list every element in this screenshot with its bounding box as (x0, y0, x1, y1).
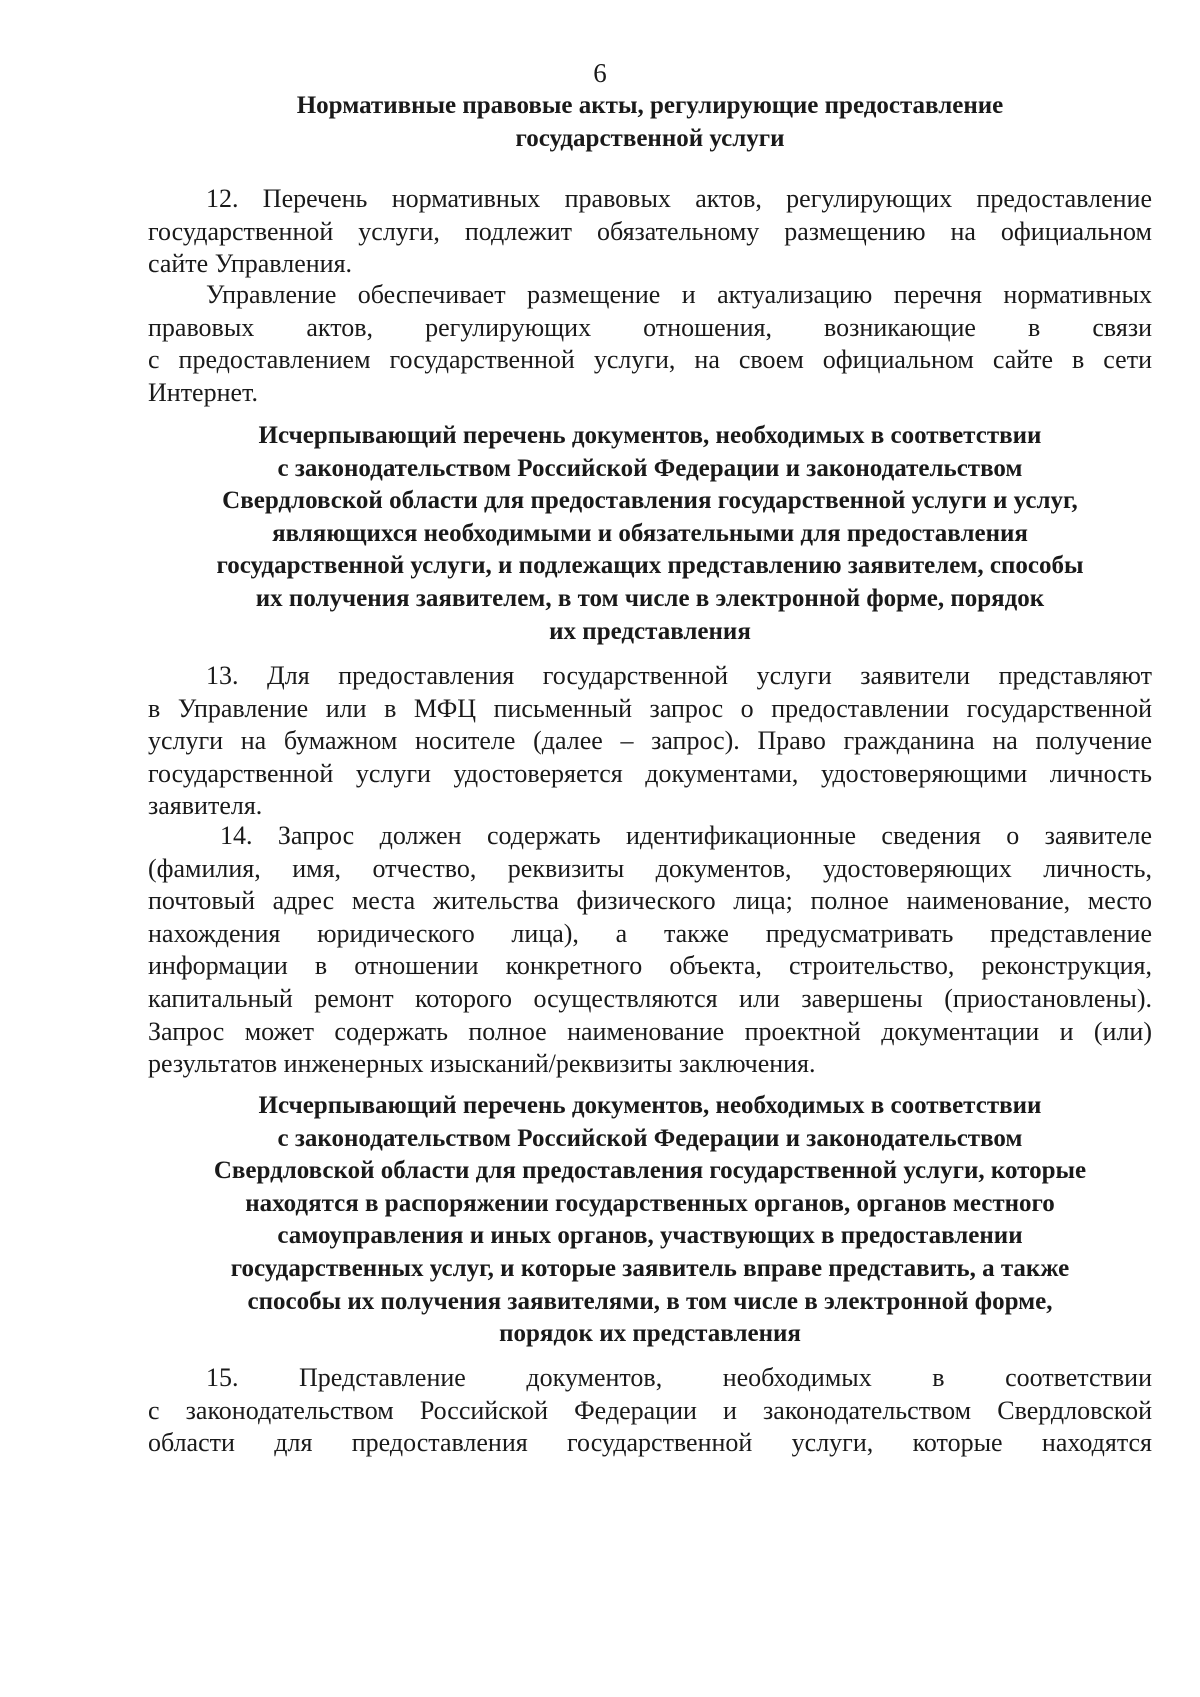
text-line: почтовый адрес места жительства физического лица; полное наименование, место (148, 886, 1152, 916)
text-line: 12. Перечень нормативных правовых актов, регулирующих предоставление (206, 184, 1152, 213)
paragraph-12-continued (148, 279, 1152, 409)
section-heading-required-documents (148, 420, 1152, 648)
text-line: капитальный ремонт которого осуществляются или завершены (приостановлены). (148, 983, 1152, 1013)
page-number: 6 (593, 58, 607, 88)
heading-line: находятся в распоряжении государственных органов, органов местного (245, 1189, 1055, 1217)
heading-line: Свердловской области для предоставления государственной услуги, которые (213, 1157, 1087, 1185)
heading-line: государственных услуг, и которые заявитель вправе представить, а также (230, 1254, 1070, 1282)
text-line: с законодательством Российской Федерации и законодательством Свердловской (148, 1395, 1152, 1425)
text-line: правовых актов, регулирующих отношения, возникающие в связи (148, 312, 1152, 342)
text-line: нахождения юридического лица), а также предусматривать представление (148, 918, 1152, 948)
heading-line: являющихся необходимыми и обязательными для предоставления (272, 519, 1028, 547)
text-line: результатов инженерных изысканий/реквизиты заключения. (148, 1049, 816, 1079)
paragraph-14 (148, 820, 1152, 1081)
text-line: сайте Управления. (148, 249, 353, 279)
section-heading-optional-documents (148, 1090, 1152, 1351)
paragraph-15 (148, 1362, 1152, 1460)
heading-line: с законодательством Российской Федерации и законодательством (277, 454, 1023, 482)
text-line: государственной услуги, подлежит обязательному размещению на официальном (148, 216, 1152, 246)
text-line: Интернет. (148, 377, 258, 407)
heading-line: Нормативные правовые акты, регулирующие предоставление (296, 92, 1004, 119)
heading-line: с законодательством Российской Федерации и законодательством (277, 1124, 1023, 1152)
paragraph-12 (148, 183, 1152, 281)
heading-line: государственной услуги (515, 124, 785, 152)
text-line: (фамилия, имя, отчество, реквизиты документов, удостоверяющих личность, (148, 853, 1152, 883)
heading-line: Свердловской области для предоставления государственной услуги и услуг, (222, 487, 1078, 515)
text-line: услуги на бумажном носителе (далее – запрос). Право гражданина на получение (148, 726, 1152, 756)
text-line: Управление обеспечивает размещение и актуализацию перечня нормативных (206, 280, 1152, 309)
heading-line: способы их получения заявителями, в том числе в электронной форме, (247, 1287, 1053, 1315)
text-line: в Управление или в МФЦ письменный запрос о предоставлении государственной (148, 693, 1152, 723)
heading-line: самоуправления и иных органов, участвующих в предоставлении (277, 1222, 1023, 1250)
text-line: области для предоставления государственной услуги, которые находятся (148, 1428, 1152, 1458)
heading-line: их представления (549, 617, 751, 645)
heading-line: государственной услуги, и подлежащих представлению заявителем, способы (216, 552, 1084, 580)
text-line: Запрос может содержать полное наименование проектной документации и (или) (148, 1016, 1152, 1046)
text-line: информации в отношении конкретного объекта, строительство, реконструкция, (148, 951, 1152, 981)
text-line: 13. Для предоставления государственной услуги заявители представляют (206, 661, 1152, 690)
heading-line: Исчерпывающий перечень документов, необходимых в соответствии (258, 1092, 1042, 1119)
text-line: 15. Представление документов, необходимых в соответствии (206, 1363, 1152, 1392)
heading-line: их получения заявителем, в том числе в электронной форме, порядок (255, 584, 1045, 612)
paragraph-13 (148, 660, 1152, 823)
text-line: с предоставлением государственной услуги, на своем официальном сайте в сети (148, 345, 1152, 375)
section-heading-normative-acts (148, 90, 1152, 155)
heading-line: Исчерпывающий перечень документов, необходимых в соответствии (258, 422, 1042, 449)
text-line: 14. Запрос должен содержать идентификационные сведения о заявителе (220, 821, 1152, 850)
heading-line: порядок их представления (499, 1320, 801, 1348)
text-line: государственной услуги удостоверяется документами, удостоверяющими личность (148, 758, 1152, 788)
text-line: заявителя. (148, 791, 263, 821)
